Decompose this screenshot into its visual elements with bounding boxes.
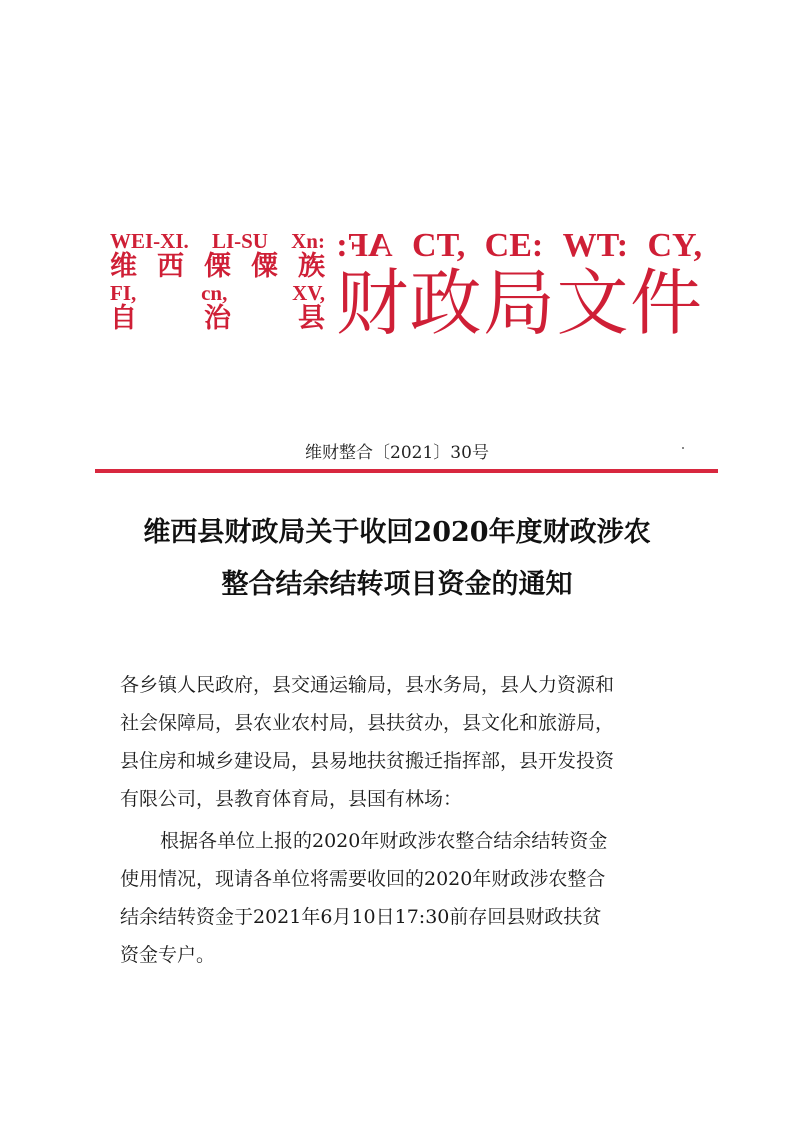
han-char: 治 [204,303,231,334]
han-char: 僳 [251,251,278,282]
masthead-han-big-row [336,262,702,344]
han-char: 自 [110,303,137,334]
han-char: 傈 [204,251,231,282]
latin-word: cn, [201,281,228,305]
han-char: 维 [110,251,137,282]
latin-word: WEI-XI. [110,229,189,253]
masthead-office-title [336,228,702,344]
paragraph-line: 根据各单位上报的2020年财政涉农整合结余结转资金 [160,830,608,852]
masthead-han-row-1 [110,252,325,282]
masthead-latin-row-2 [110,282,325,304]
scan-speck [682,447,684,449]
paragraph-line: 资金专户。 [120,944,216,966]
latin-word: Xn: [291,229,325,253]
masthead-latin-mirrored-row [336,228,702,264]
latin-word: CT, [412,227,466,264]
latin-word: CE: [484,227,544,264]
document-number: 维财整合〔2021〕30号 [305,443,489,463]
han-char: 县 [298,303,325,334]
recipients-line: 县住房和城乡建设局，县易地扶贫搬迁指挥部，县开发投资 [120,750,615,772]
latin-word: FI, [110,281,137,305]
latin-word: AF: [336,227,393,264]
latin-word: XV, [292,281,325,305]
latin-word: CY, [647,227,702,264]
masthead-latin-row-1 [110,230,325,252]
han-char: 局 [482,261,555,345]
masthead-han-row-2 [110,304,325,334]
masthead-county-name [110,230,325,334]
han-char: 政 [409,261,482,345]
document-title-line-2: 整合结余结转项目资金的通知 [221,569,573,600]
recipients-line: 有限公司，县教育体育局，县国有林场： [120,788,463,810]
han-char: 文 [556,261,629,345]
han-char: 财 [336,261,409,345]
paragraph-line: 使用情况，现请各单位将需要收回的2020年财政涉农整合 [120,868,606,890]
body-paragraph [120,822,680,974]
latin-word: LI-SU [211,229,268,253]
latin-word: WT: [562,227,629,264]
red-separator-rule [95,469,718,473]
han-char: 西 [157,251,184,282]
han-char: 件 [629,261,702,345]
recipients-line: 各乡镇人民政府，县交通运输局，县水务局，县人力资源和 [120,674,615,696]
paragraph-line: 结余结转资金于2021年6月10日17:30前存回县财政扶贫 [120,906,602,928]
document-title-line-1: 维西县财政局关于收回2020年度财政涉农 [143,517,651,548]
recipients-line: 社会保障局，县农业农村局，县扶贫办，县文化和旅游局， [120,712,615,734]
han-char: 族 [298,251,325,282]
recipients-block [120,666,680,818]
